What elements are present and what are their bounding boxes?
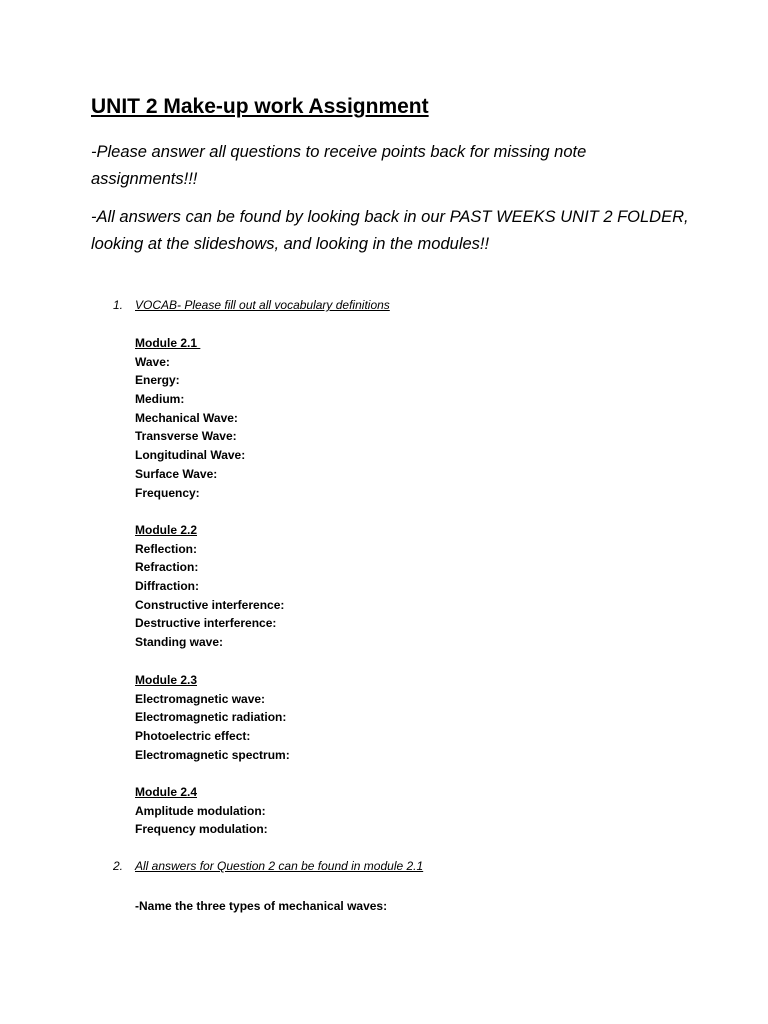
module-2-3-section xyxy=(135,671,290,764)
module-title: Module 2.1 xyxy=(135,336,201,350)
question-2-text: All answers for Question 2 can be found in module 2.1 xyxy=(135,859,424,873)
module-2-1-section xyxy=(135,334,245,502)
vocab-term: Frequency modulation: xyxy=(135,822,268,837)
question-2-prompt: -Name the three types of mechanical waves: xyxy=(135,899,388,913)
vocab-term: Electromagnetic wave: xyxy=(135,691,266,706)
module-title: Module 2.2 xyxy=(135,523,198,537)
document-title: UNIT 2 Make-up work Assignment xyxy=(91,95,429,118)
module-2-2-section xyxy=(135,521,284,652)
vocab-term: Electromagnetic spectrum: xyxy=(135,747,290,762)
vocab-term: Electromagnetic radiation: xyxy=(135,710,287,725)
vocab-term: Standing wave: xyxy=(135,635,224,650)
vocab-term: Frequency: xyxy=(135,485,200,500)
vocab-term: Transverse Wave: xyxy=(135,429,237,444)
vocab-term: Mechanical Wave: xyxy=(135,410,238,425)
intro-instruction-answer-all: -Please answer all questions to receive points back for missing note assignments!!! xyxy=(91,143,587,188)
vocab-term: Reflection: xyxy=(135,541,198,556)
vocab-term: Energy: xyxy=(135,373,180,388)
vocab-term: Longitudinal Wave: xyxy=(135,448,246,463)
vocab-term: Diffraction: xyxy=(135,579,199,594)
question-1-text: VOCAB- Please fill out all vocabulary definitions xyxy=(135,298,390,312)
vocab-term: Constructive interference: xyxy=(135,597,285,612)
intro-instruction-answer-source: -All answers can be found by looking back in our PAST WEEKS UNIT 2 FOLDER, looking at the slideshows, and looking in the modules!! xyxy=(91,208,689,253)
vocab-term: Wave: xyxy=(135,354,170,369)
question-2-number: 2. xyxy=(113,859,124,873)
module-title: Module 2.3 xyxy=(135,673,198,687)
module-title: Module 2.4 xyxy=(135,785,198,799)
module-2-4-section xyxy=(135,783,268,839)
question-1 xyxy=(113,298,390,312)
vocab-term: Surface Wave: xyxy=(135,466,218,481)
vocab-term: Destructive interference: xyxy=(135,616,277,631)
vocab-term: Photoelectric effect: xyxy=(135,729,251,744)
vocab-term: Refraction: xyxy=(135,560,199,575)
question-2 xyxy=(113,859,423,873)
vocab-term: Amplitude modulation: xyxy=(135,803,266,818)
question-1-number: 1. xyxy=(113,298,124,312)
vocab-term: Medium: xyxy=(135,392,185,407)
